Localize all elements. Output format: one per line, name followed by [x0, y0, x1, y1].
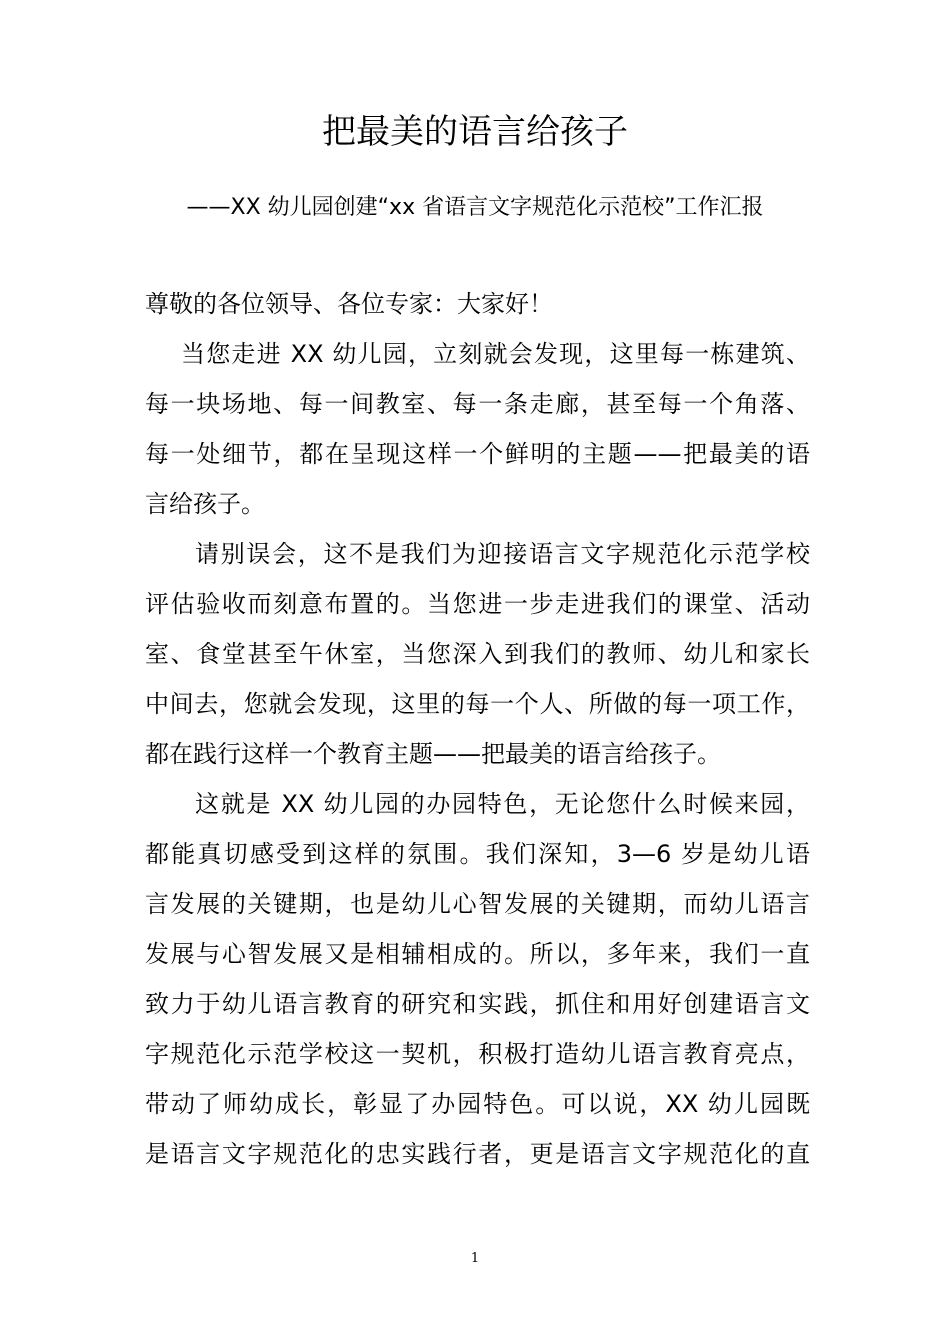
document-title: 把最美的语言给孩子: [322, 112, 628, 152]
document-body: [145, 279, 810, 1179]
greeting-line: 尊敬的各位领导、各位专家：大家好！: [145, 290, 553, 318]
paragraph-3-line-8: 是语言文字规范化的忠实践行者，更是语言文字规范化的直: [145, 1140, 810, 1168]
page-number: 1: [470, 1251, 480, 1266]
paragraph-3-line-6: 字规范化示范学校这一契机，积极打造幼儿语言教育亮点，: [145, 1040, 810, 1068]
paragraph-3-line-2: 都能真切感受到这样的氛围。我们深知，3—6 岁是幼儿语: [145, 840, 810, 868]
document-subtitle: ——XX 幼儿园创建“xx 省语言文字规范化示范校”工作汇报: [186, 195, 764, 220]
paragraph-2-line-1: 请别误会，这不是我们为迎接语言文字规范化示范学校: [195, 540, 810, 568]
paragraph-1-line-3: 每一处细节，都在呈现这样一个鲜明的主题——把最美的语: [145, 440, 810, 468]
paragraph-2-line-4: 中间去，您就会发现，这里的每一个人、所做的每一项工作，: [145, 690, 810, 718]
paragraph-3-line-4: 发展与心智发展又是相辅相成的。所以，多年来，我们一直: [145, 940, 810, 968]
paragraph-1-line-2: 每一块场地、每一间教室、每一条走廊，甚至每一个角落、: [145, 390, 810, 418]
paragraph-1-line-1: 当您走进 XX 幼儿园，立刻就会发现，这里每一栋建筑、: [181, 340, 810, 368]
paragraph-2-line-5: 都在践行这样一个教育主题——把最美的语言给孩子。: [145, 740, 721, 768]
paragraph-3-line-5: 致力于幼儿语言教育的研究和实践，抓住和用好创建语言文: [145, 990, 810, 1018]
paragraph-2-line-3: 室、食堂甚至午休室，当您深入到我们的教师、幼儿和家长: [145, 640, 810, 668]
paragraph-3-line-7: 带动了师幼成长，彰显了办园特色。可以说，XX 幼儿园既: [145, 1090, 810, 1118]
paragraph-3-line-1: 这就是 XX 幼儿园的办园特色，无论您什么时候来园，: [195, 790, 810, 818]
paragraph-1-line-4: 言给孩子。: [145, 490, 265, 518]
paragraph-3-line-3: 言发展的关键期，也是幼儿心智发展的关键期，而幼儿语言: [145, 890, 810, 918]
paragraph-2-line-2: 评估验收而刻意布置的。当您进一步走进我们的课堂、活动: [145, 590, 810, 618]
